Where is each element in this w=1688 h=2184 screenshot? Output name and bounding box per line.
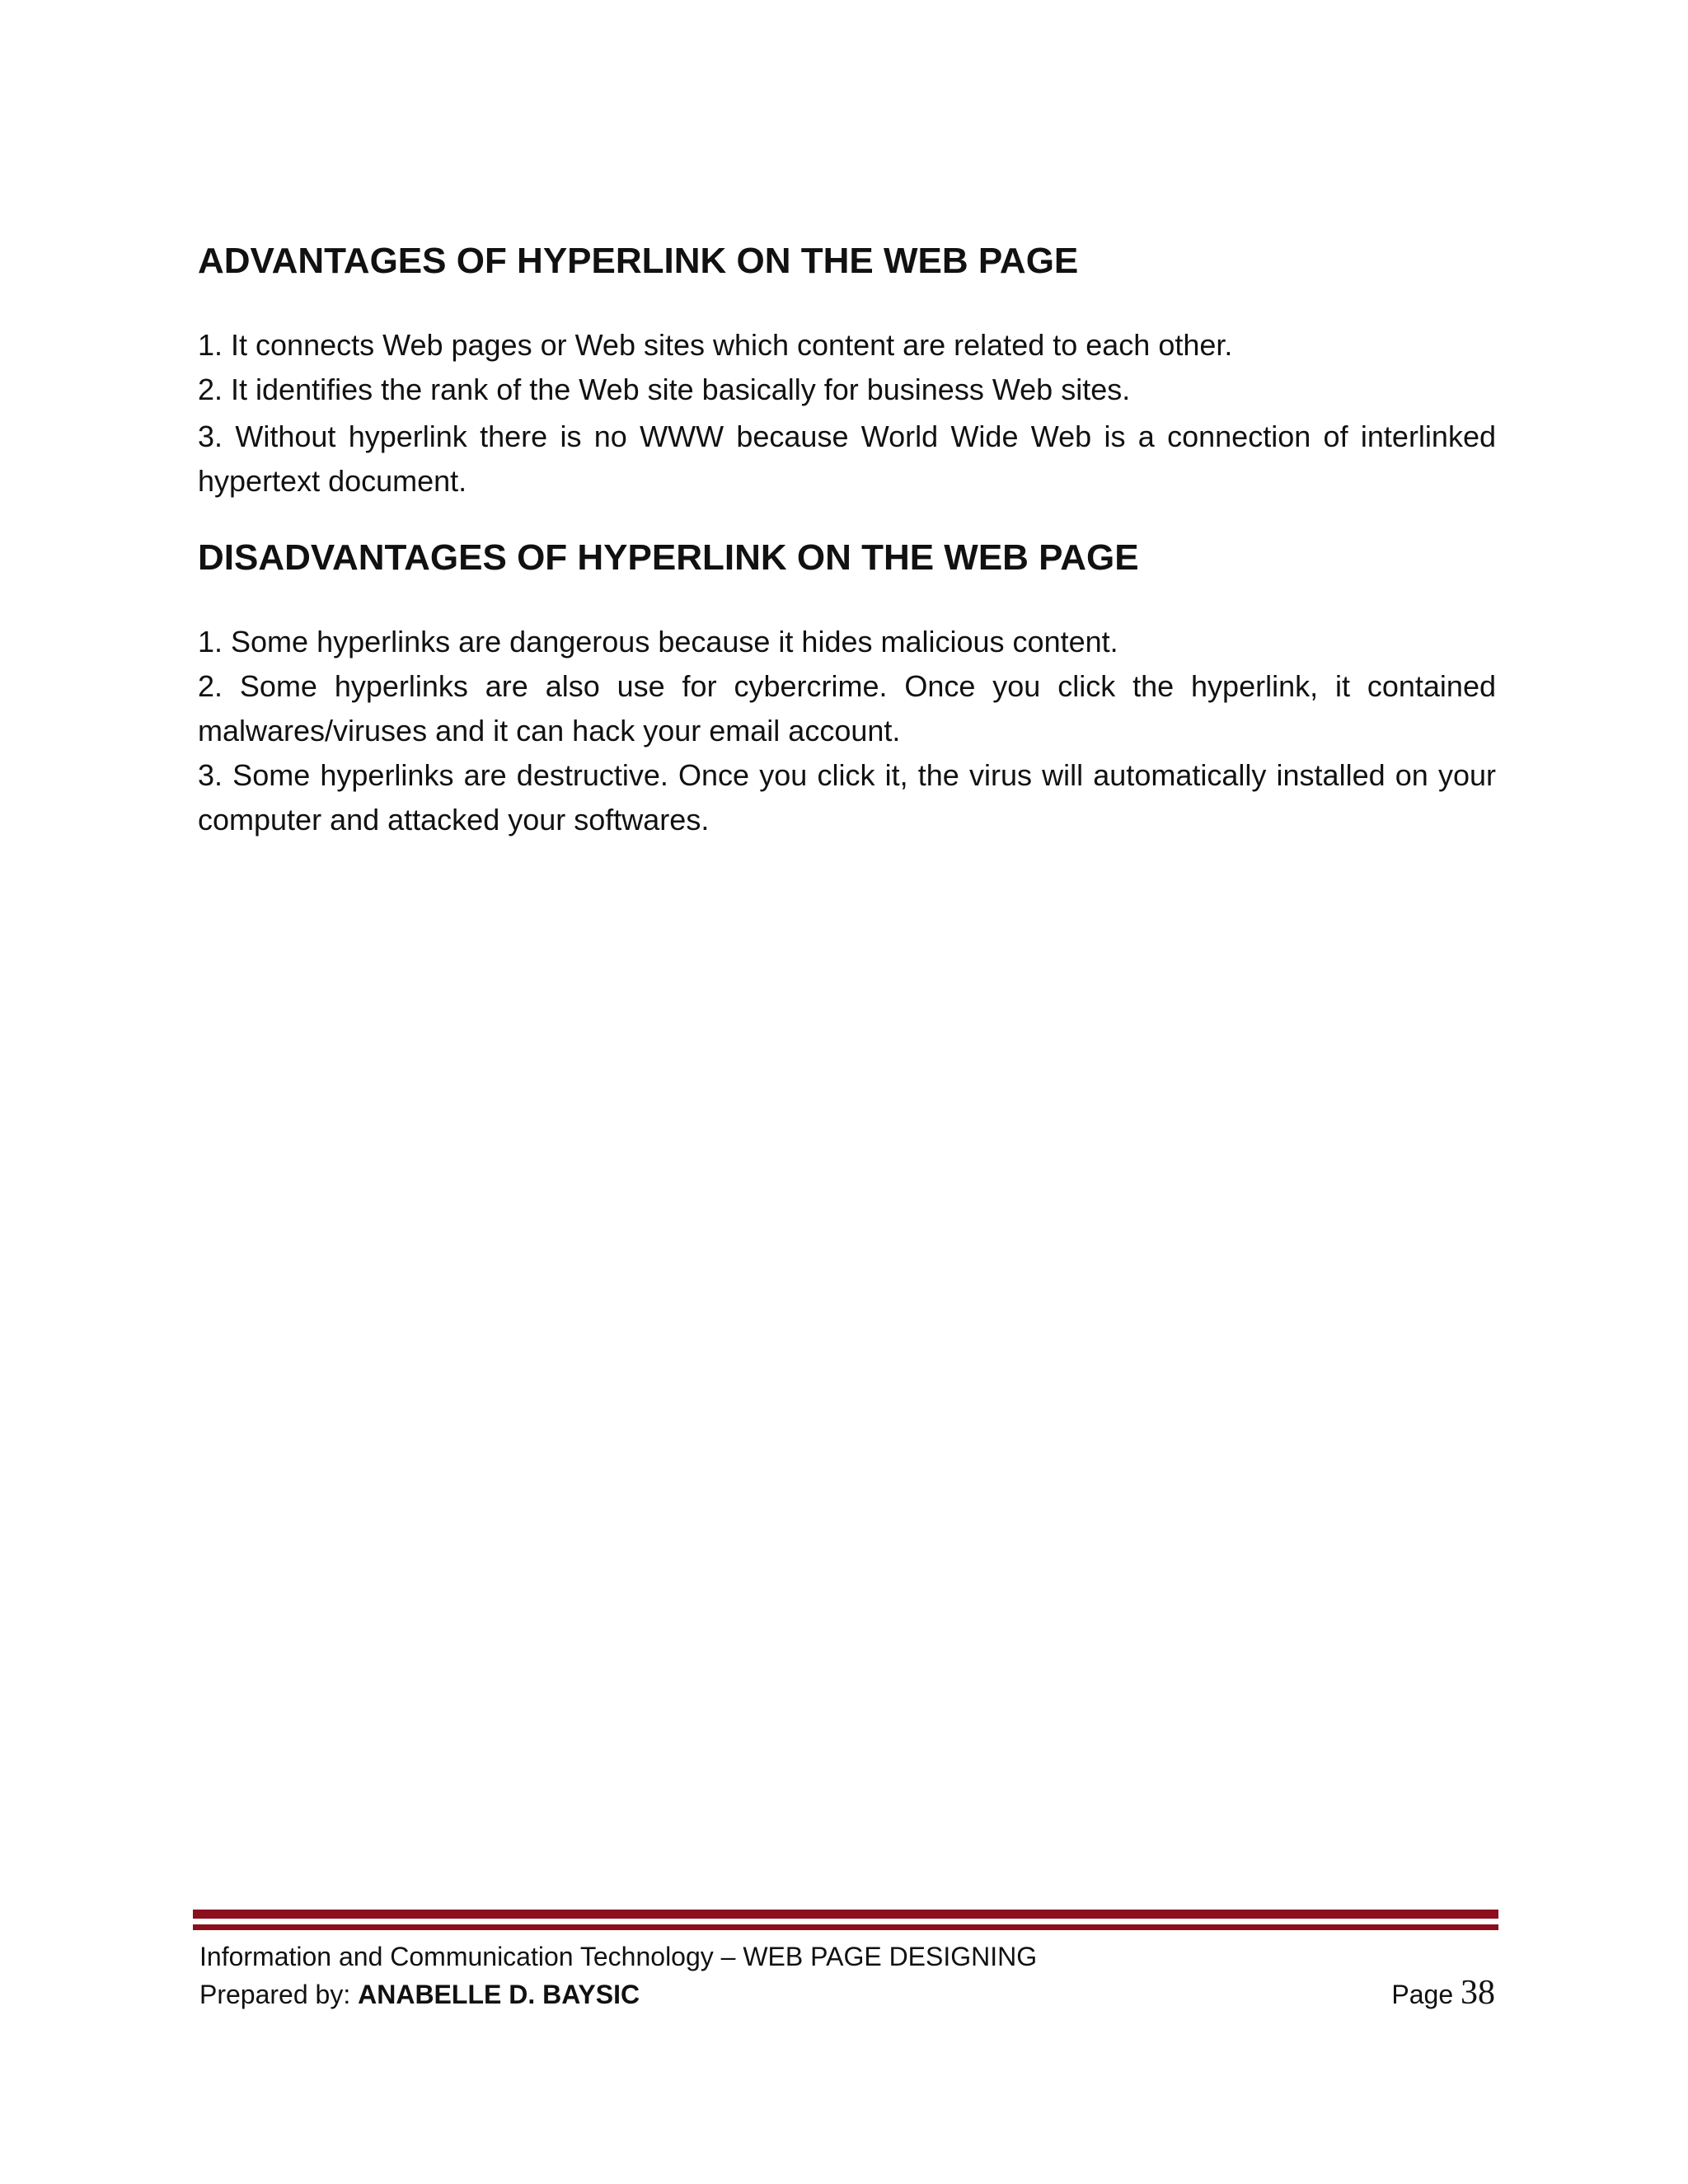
prepared-by-label: Prepared by:: [199, 1980, 359, 2009]
footer-rule-thick: [193, 1910, 1498, 1919]
disadvantages-heading: DISADVANTAGES OF HYPERLINK ON THE WEB PAGE: [198, 537, 1139, 578]
footer-prepared-by: [199, 1980, 640, 2010]
footer-rule-thin: [193, 1924, 1498, 1930]
disadvantages-item-1: 1. Some hyperlinks are dangerous because it hides malicious content.: [198, 625, 1118, 658]
advantages-item-1: 1. It connects Web pages or Web sites which content are related to each other.: [198, 328, 1233, 362]
page-number: [1391, 1973, 1495, 2013]
footer-course-title: Information and Communication Technology – WEB PAGE DESIGNING: [199, 1942, 1038, 1971]
advantages-list: [198, 323, 1496, 504]
disadvantages-item-3: 3. Some hyperlinks are destructive. Once you click it, the virus will automatically installed on your computer and attacked your softwares.: [198, 758, 1496, 837]
advantages-heading: ADVANTAGES OF HYPERLINK ON THE WEB PAGE: [198, 241, 1079, 281]
disadvantages-item-2: 2. Some hyperlinks are also use for cybercrime. Once you click the hyperlink, it contained malwares/viruses and it can hack your email account.: [198, 669, 1496, 748]
advantages-item-3: 3. Without hyperlink there is no WWW because World Wide Web is a connection of interlinked hypertext document.: [198, 419, 1496, 498]
page-label: Page: [1391, 1980, 1461, 2009]
disadvantages-list: [198, 620, 1496, 842]
author-name: ANABELLE D. BAYSIC: [358, 1980, 640, 2009]
advantages-item-2: 2. It identifies the rank of the Web site basically for business Web sites.: [198, 373, 1131, 406]
page-number-value: 38: [1461, 1974, 1495, 2012]
